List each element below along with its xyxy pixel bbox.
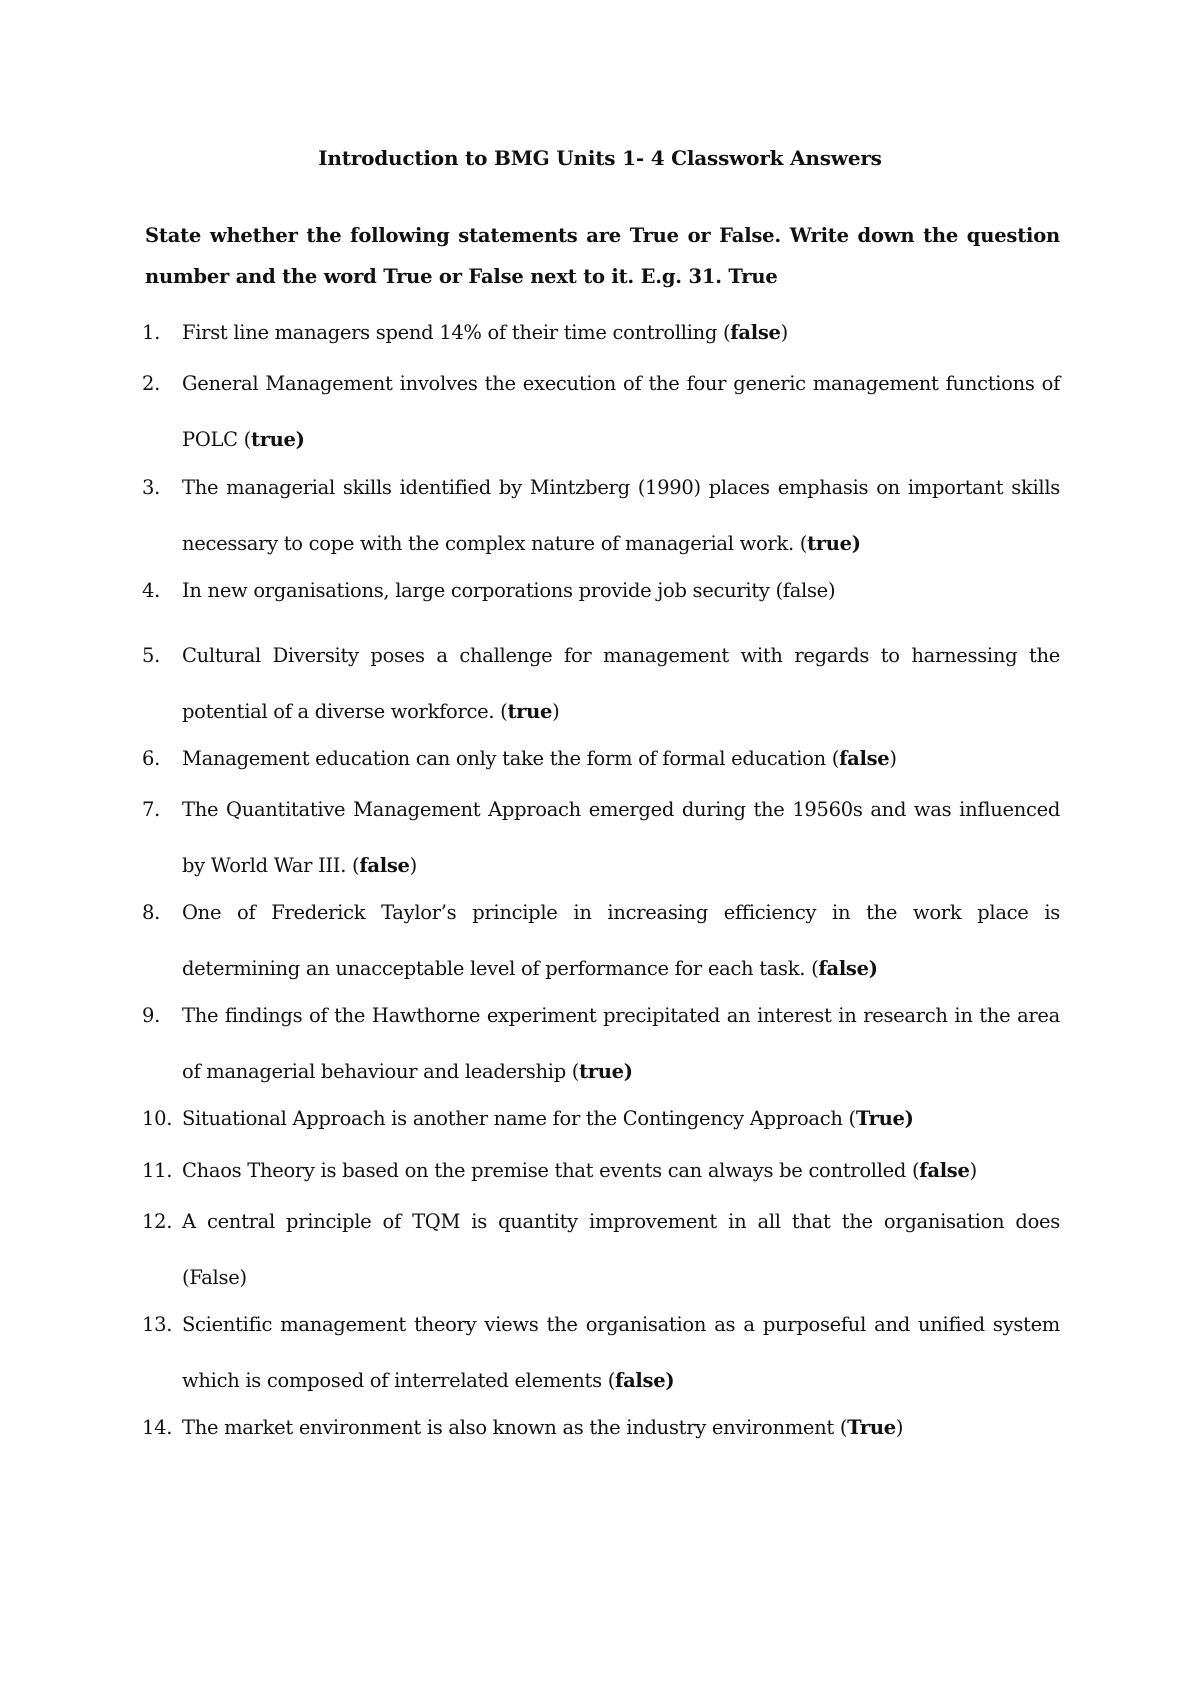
question-answer: false	[359, 854, 410, 877]
question-number: 5.	[142, 644, 161, 667]
question-answer: True	[847, 1416, 896, 1439]
question-text: Situational Approach is another name for the Contingency Approach (True)	[182, 1107, 914, 1130]
question-answer: False	[189, 1266, 240, 1289]
question-answer: false	[818, 957, 869, 980]
question-number: 7.	[142, 798, 161, 821]
question-item	[142, 1297, 1060, 1409]
question-answer: true	[250, 428, 296, 451]
question-number: 4.	[142, 579, 161, 602]
question-answer: true	[507, 700, 553, 723]
question-number: 8.	[142, 901, 161, 924]
question-item	[142, 356, 1060, 468]
question-item	[142, 731, 1060, 787]
question-answer: false	[919, 1159, 970, 1182]
question-text: In new organisations, large corporations provide job security (false)	[182, 579, 836, 602]
question-text: First line managers spend 14% of their time controlling (false)	[182, 321, 788, 344]
question-answer: true	[579, 1060, 624, 1083]
question-item	[142, 1091, 1060, 1147]
question-item	[142, 1143, 1060, 1199]
question-number: 9.	[142, 1004, 161, 1027]
question-number: 13.	[142, 1313, 173, 1336]
question-text: The findings of the Hawthorne experiment precipitated an interest in research in the area of managerial behaviour and leadership (true)	[182, 1004, 1060, 1083]
question-text: The market environment is also known as the industry environment (True)	[182, 1416, 904, 1439]
question-answer: true	[807, 532, 852, 555]
question-number: 12.	[142, 1210, 173, 1233]
question-number: 10.	[142, 1107, 173, 1130]
question-item	[142, 460, 1060, 572]
question-text: General Management involves the execution of the four generic management functions of POLC (true)	[182, 372, 1060, 451]
question-text: A central principle of TQM is quantity improvement in all that the organisation does (False)	[182, 1210, 1060, 1289]
question-number: 1.	[142, 321, 161, 344]
instructions-paragraph: State whether the following statements are True or False. Write down the question number and the word True or False next to it. E.g. 31. True	[145, 224, 1060, 288]
question-number: 2.	[142, 372, 161, 395]
question-text: Scientific management theory views the organisation as a purposeful and unified system which is composed of interrelated elements (false)	[182, 1313, 1060, 1392]
question-item	[142, 1194, 1060, 1306]
question-number: 11.	[142, 1159, 173, 1182]
question-item	[142, 628, 1060, 740]
question-text: Management education can only take the form of formal education (false)	[182, 747, 897, 770]
question-answer: false	[730, 321, 781, 344]
question-text: Cultural Diversity poses a challenge for management with regards to harnessing the potential of a diverse workforce. (true)	[182, 644, 1060, 723]
question-answer: True	[855, 1107, 905, 1130]
question-answer: false	[615, 1369, 666, 1392]
question-item	[142, 305, 1060, 361]
question-text: The Quantitative Management Approach emerged during the 19560s and was influenced by World War III. (false)	[182, 798, 1060, 877]
question-item	[142, 1400, 1060, 1456]
question-answer: false	[839, 747, 890, 770]
question-text: One of Frederick Taylor’s principle in increasing efficiency in the work place is determining an unacceptable level of performance for each task. (false)	[182, 901, 1060, 980]
question-number: 3.	[142, 476, 161, 499]
document-title: Introduction to BMG Units 1- 4 Classwork Answers	[318, 146, 882, 170]
question-text: The managerial skills identified by Mintzberg (1990) places emphasis on important skills necessary to cope with the complex nature of managerial work. (true)	[182, 476, 1060, 555]
question-item	[142, 988, 1060, 1100]
question-answer: false	[782, 579, 828, 602]
question-item	[142, 563, 1060, 619]
question-item	[142, 885, 1060, 997]
question-number: 6.	[142, 747, 161, 770]
question-item	[142, 782, 1060, 894]
question-number: 14.	[142, 1416, 173, 1439]
question-text: Chaos Theory is based on the premise that events can always be controlled (false)	[182, 1159, 977, 1182]
